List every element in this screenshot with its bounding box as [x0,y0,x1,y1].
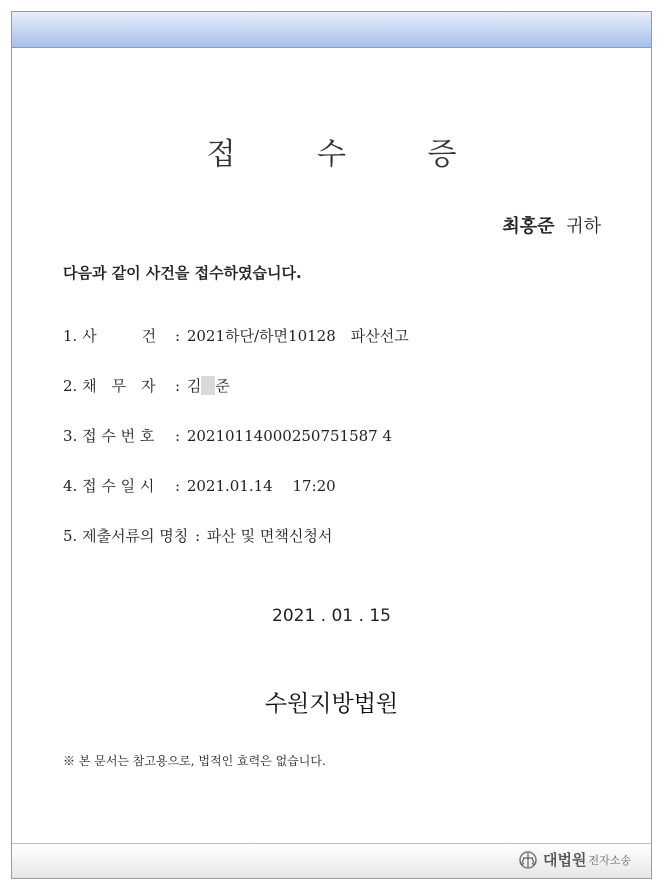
recipient-suffix: 귀하 [566,216,601,237]
field-receipt-number [63,425,392,446]
intro-text: 다음과 같이 사건을 접수하였습니다. [63,264,302,282]
field-receipt-datetime [63,475,336,496]
field-value-suffix: 준 [215,377,230,395]
header-band [12,12,651,48]
field-label: 1. 사 건 [63,327,157,345]
field-label: 2. 채 무 자 [63,377,156,395]
colon: : [175,377,181,395]
footer-band [12,843,651,878]
logo-main-text: 대법원 [543,851,587,869]
colon: : [175,477,181,495]
field-label: 3. 접 수 번 호 [63,427,155,445]
court-emblem-icon [516,850,540,870]
colon: : [175,327,181,345]
document-title: 접 수 증 [206,137,493,172]
field-label: 5. 제출서류의 명칭 [63,527,189,545]
field-case [63,325,409,346]
logo-sub-text: 전자소송 [588,853,631,867]
recipient [502,212,601,238]
colon: : [195,527,201,545]
reference-note: ※ 본 문서는 참고용으로, 법적인 효력은 없습니다. [63,754,326,768]
recipient-name: 최홍준 [502,216,555,237]
document-frame [11,11,652,879]
colon: : [175,427,181,445]
issue-date: 2021 . 01 . 15 [272,606,391,626]
redaction-mask [201,376,215,395]
court-name: 수원지방법원 [264,691,399,717]
field-value: 2021하단/하면10128 파산선고 [186,327,409,345]
field-document-name [63,525,332,546]
field-value-prefix: 김 [186,377,202,395]
ecourt-logo [516,849,631,870]
field-value: 2021.01.14 17:20 [186,477,336,495]
field-value: 20210114000250751587 4 [186,427,393,445]
field-value: 파산 및 면책신청서 [206,527,333,545]
field-label: 4. 접 수 일 시 [63,477,155,495]
field-debtor [63,375,230,396]
